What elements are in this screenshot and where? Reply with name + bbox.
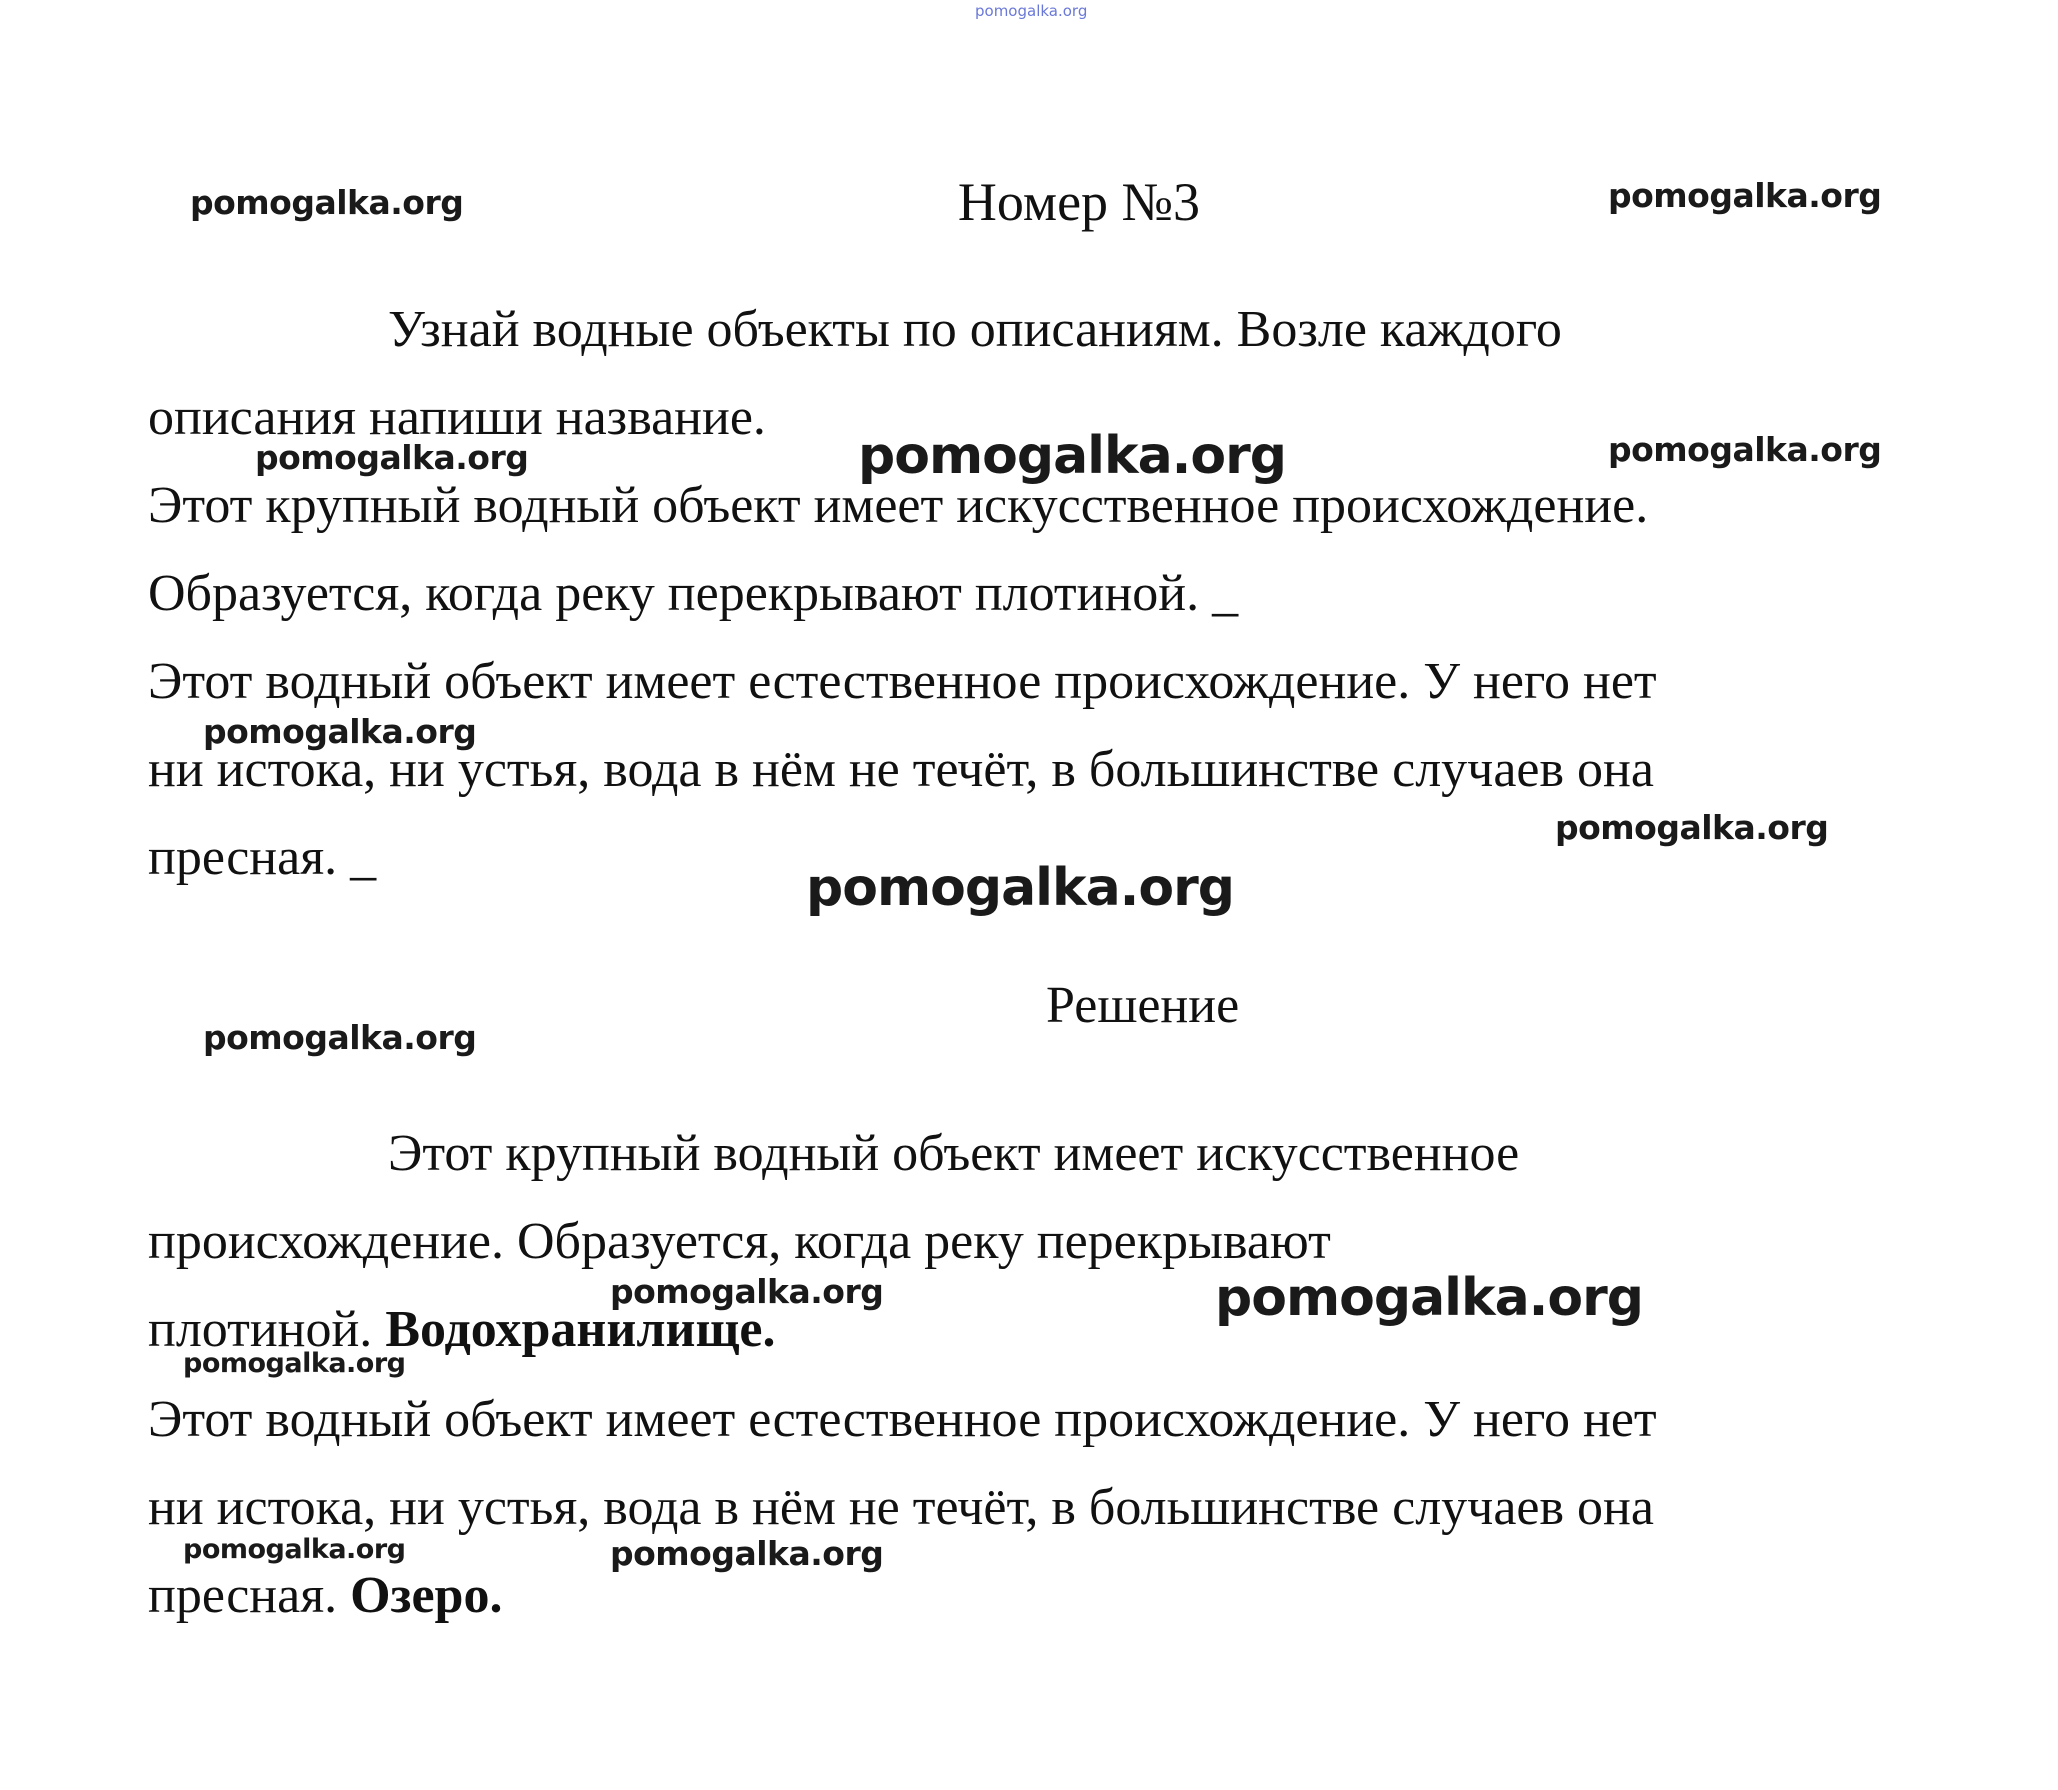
watermark: pomogalka.org <box>255 438 529 477</box>
task-item-1-line-2: Образуется, когда реку перекрывают плотиной. _ <box>148 565 1239 622</box>
solution-item-1-line-1: Этот крупный водный объект имеет искусственное <box>388 1125 1520 1182</box>
watermark: pomogalka.org <box>858 426 1287 486</box>
task-item-2-line-3: пресная. _ <box>148 829 377 886</box>
watermark-top: pomogalka.org <box>975 2 1088 20</box>
task-intro-line-1: Узнай водные объекты по описаниям. Возле каждого <box>388 301 1562 358</box>
watermark: pomogalka.org <box>203 712 477 751</box>
task-item-2-line-2: ни истока, ни устья, вода в нём не течёт, в большинстве случаев она <box>148 741 1654 798</box>
task-item-1-line-1: Этот крупный водный объект имеет искусственное происхождение. <box>148 477 1649 534</box>
solution-heading: Решение <box>1046 977 1240 1034</box>
solution-item-1-prefix: плотиной. <box>148 1301 373 1358</box>
solution-item-1-line-2: происхождение. Образуется, когда реку перекрывают <box>148 1213 1331 1270</box>
watermark: pomogalka.org <box>183 1534 406 1565</box>
page-title: Номер №3 <box>957 172 1201 232</box>
task-item-2-line-1: Этот водный объект имеет естественное происхождение. У него нет <box>148 653 1657 710</box>
watermark: pomogalka.org <box>1555 808 1829 847</box>
watermark: pomogalka.org <box>610 1272 884 1311</box>
watermark: pomogalka.org <box>610 1534 884 1573</box>
solution-item-2-answer: Озеро. <box>350 1567 503 1624</box>
watermark: pomogalka.org <box>1608 430 1882 469</box>
watermark: pomogalka.org <box>1215 1268 1644 1328</box>
solution-item-2-prefix: пресная. <box>148 1567 338 1624</box>
solution-item-2-line-3 <box>148 1566 502 1626</box>
watermark: pomogalka.org <box>806 858 1235 918</box>
watermark: pomogalka.org <box>203 1018 477 1057</box>
solution-item-2-line-2: ни истока, ни устья, вода в нём не течёт, в большинстве случаев она <box>148 1479 1654 1536</box>
watermark: pomogalka.org <box>190 183 464 222</box>
task-intro-line-2: описания напиши название. <box>148 389 766 446</box>
solution-item-2-line-1: Этот водный объект имеет естественное происхождение. У него нет <box>148 1391 1657 1448</box>
solution-item-1-answer: Водохранилище. <box>385 1301 776 1358</box>
watermark: pomogalka.org <box>183 1348 406 1379</box>
watermark: pomogalka.org <box>1608 176 1882 215</box>
